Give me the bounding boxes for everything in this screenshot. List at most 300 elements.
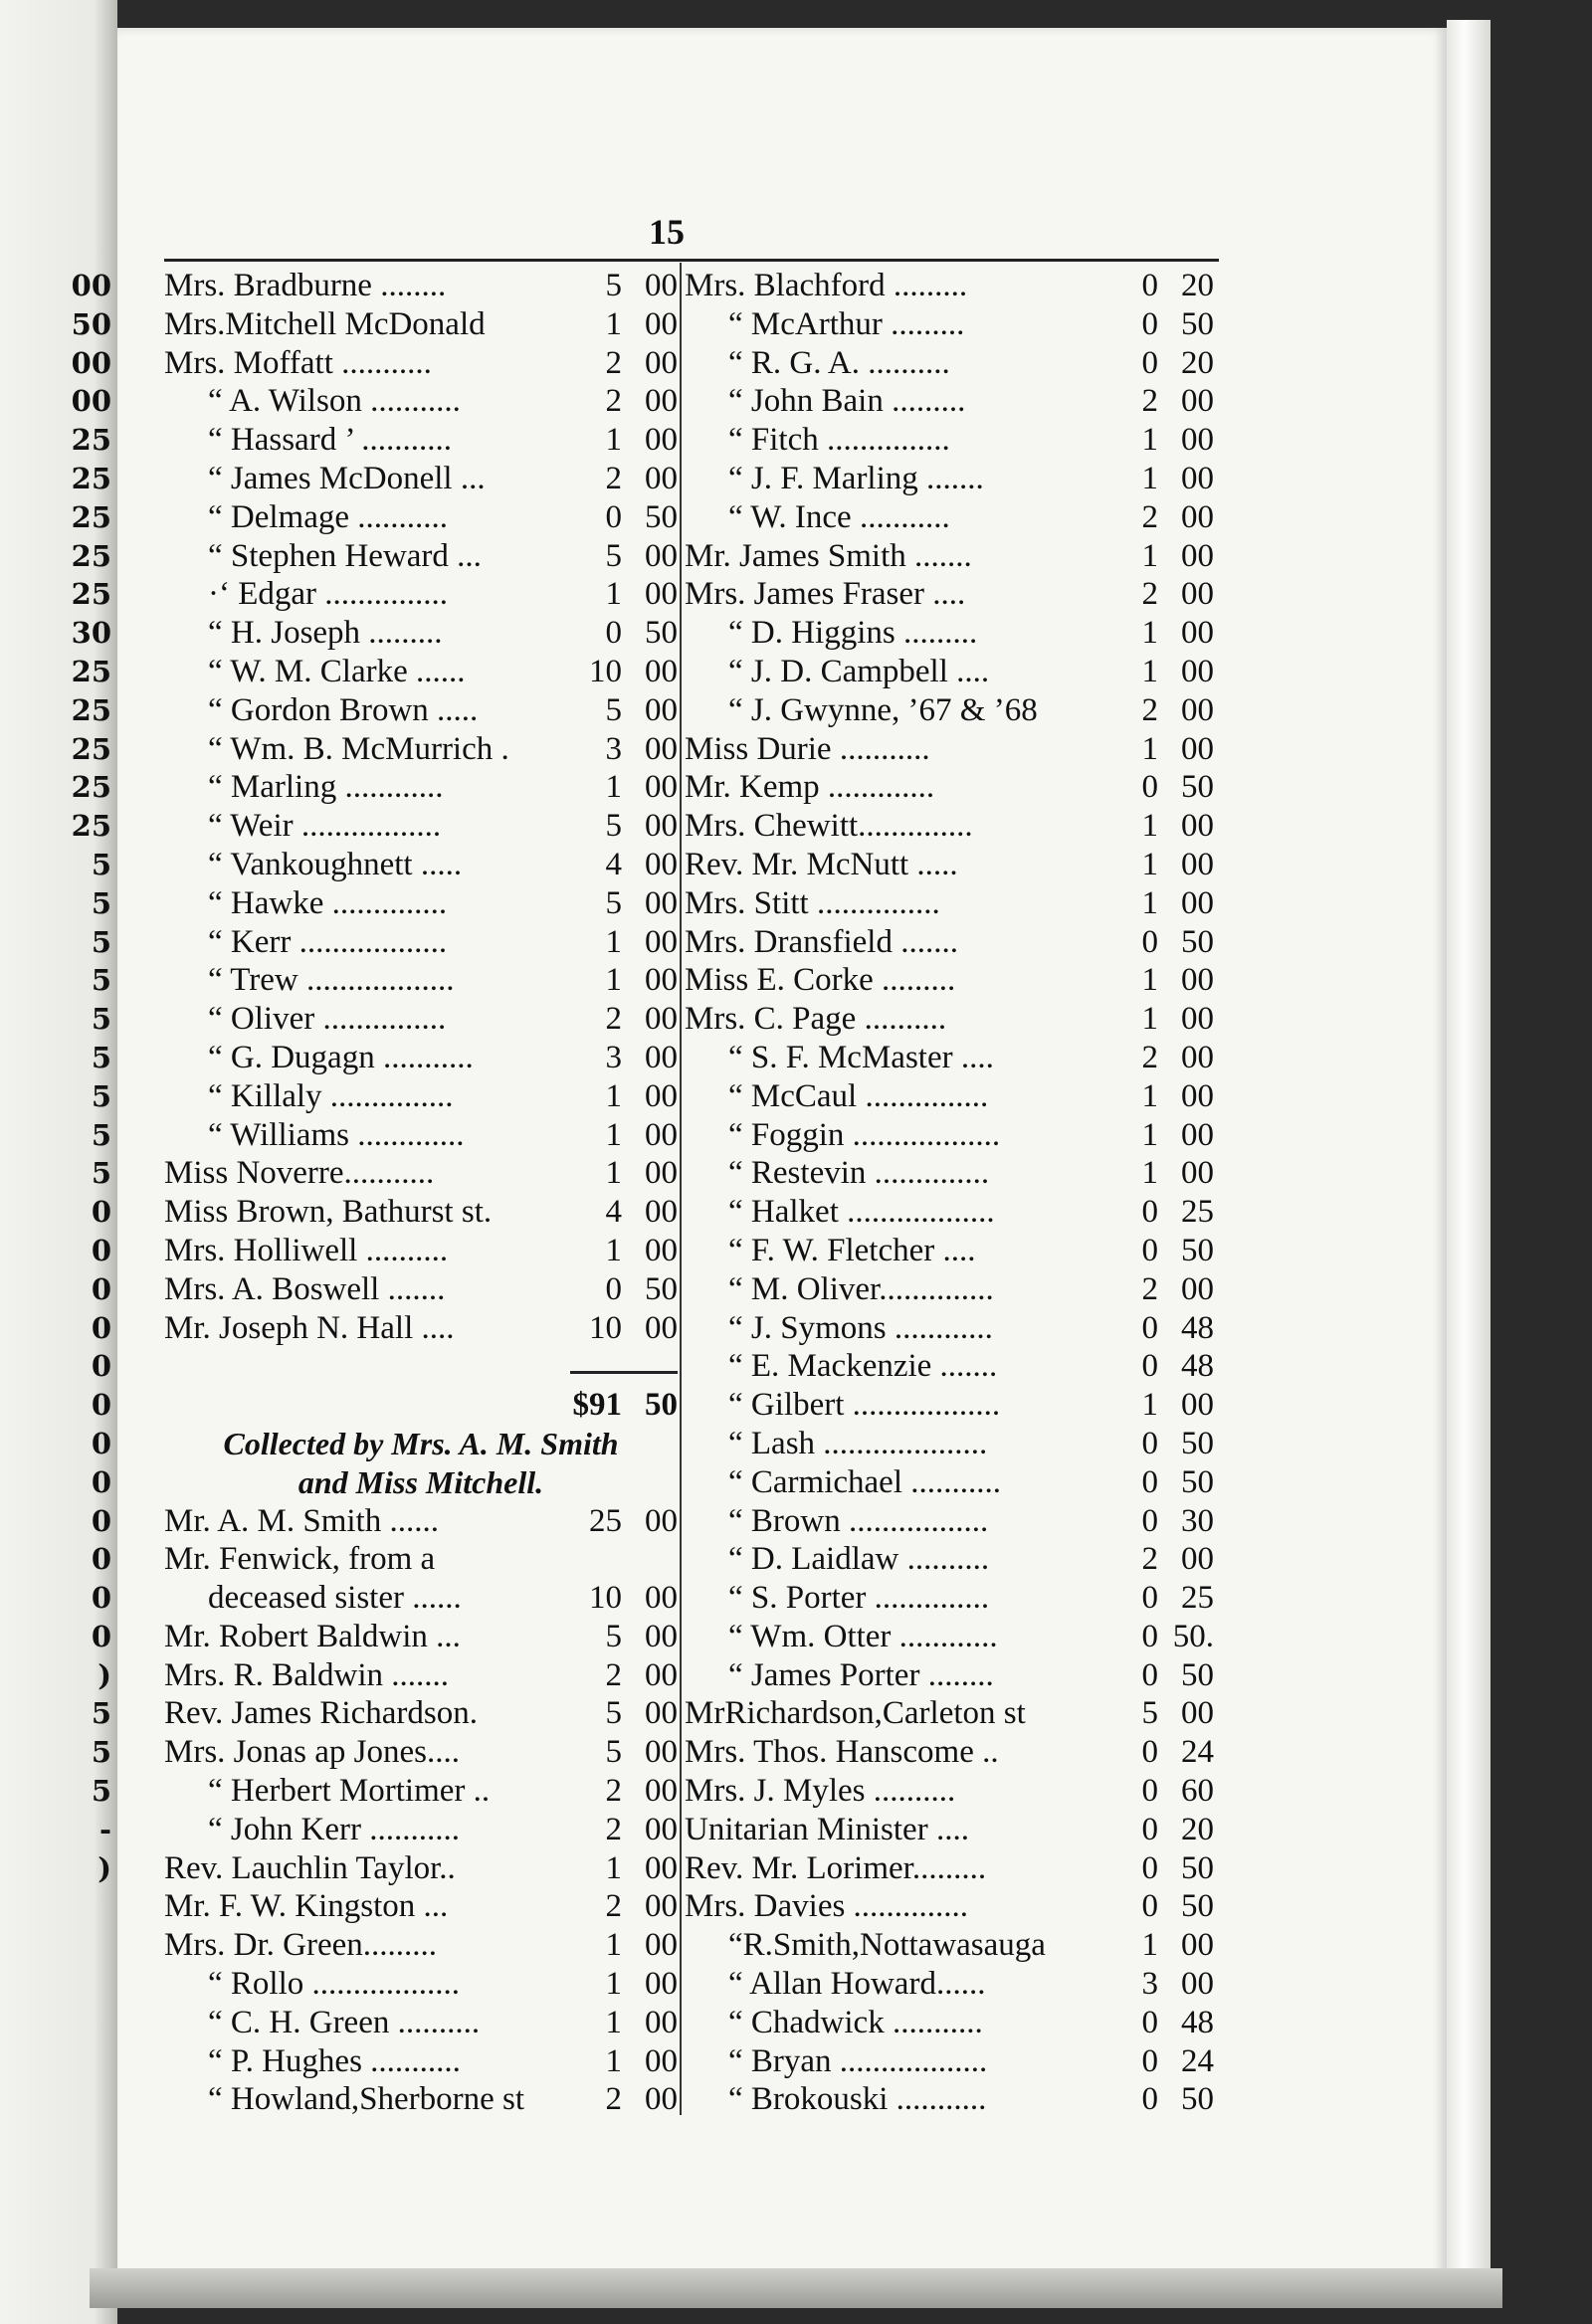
amount-cents: 00 [1181, 1695, 1214, 1732]
amount-cents: 00 [645, 268, 678, 303]
ledger-row [164, 2042, 678, 2081]
donor-name: “ Brown ................. [728, 1502, 989, 1539]
donor-name: “ McCaul ............... [728, 1077, 989, 1114]
ledger-row [685, 923, 1214, 962]
donor-name: “ Oliver ............... [208, 1001, 447, 1038]
header-rule [164, 259, 1219, 262]
ledger-row [685, 460, 1214, 498]
ledger-row [164, 1077, 678, 1116]
ledger-row [685, 575, 1214, 614]
previous-page-amount: 0 [91, 1195, 111, 1230]
amount-cents: 00 [645, 653, 678, 689]
ledger-row [164, 1000, 678, 1039]
previous-page-amount: 0 [91, 1426, 111, 1460]
amount-dollars: 1 [1141, 1155, 1158, 1192]
amount-dollars: 2 [605, 1773, 622, 1810]
ledger-row [685, 1039, 1214, 1077]
donor-name: Mrs. Moffatt ........... [164, 344, 432, 381]
donor-name: “ Bryan .................. [728, 2042, 988, 2079]
previous-page-amount: 0 [91, 1233, 111, 1267]
ledger-row [685, 2042, 1214, 2081]
amount-dollars: 1 [605, 1849, 622, 1886]
donor-name: “ F. W. Fletcher .... [728, 1232, 976, 1268]
ledger-row [164, 1193, 678, 1232]
ledger-row [164, 653, 678, 691]
donor-name: “ M. Oliver.............. [728, 1270, 994, 1307]
amount-cents: 00 [645, 537, 678, 574]
amount-dollars: 0 [1141, 1811, 1158, 1847]
amount-dollars: 0 [1141, 1502, 1158, 1539]
donor-name: “ W. Ince ........... [728, 498, 950, 535]
amount-cents: 00 [645, 808, 678, 845]
ledger-row [164, 1733, 678, 1772]
amount-cents: 00 [645, 2004, 678, 2040]
ledger-row [685, 1000, 1214, 1039]
ledger-row [164, 1540, 678, 1579]
book-right-edge [1447, 20, 1491, 2298]
ledger-row [164, 1039, 678, 1077]
ledger-row [164, 1926, 678, 1965]
amount-dollars: 3 [1141, 1966, 1158, 2003]
amount-cents: 00 [1181, 1116, 1214, 1153]
previous-page-amount: 5 [91, 1735, 111, 1770]
ledger-row [685, 1656, 1214, 1695]
previous-page-amount: 50 [71, 306, 111, 341]
previous-page-amount: 25 [71, 770, 111, 805]
donor-name: “ Stephen Heward ... [208, 537, 482, 574]
ledger-row [164, 614, 678, 653]
amount-cents: 00 [645, 1580, 678, 1617]
donor-name: “ Gilbert .................. [728, 1387, 1001, 1424]
amount-dollars: 0 [1141, 1425, 1158, 1461]
amount-dollars: 0 [1141, 1348, 1158, 1385]
amount-cents: 00 [645, 1849, 678, 1886]
donor-name: Mrs. Stitt ............... [685, 884, 940, 921]
donor-name: “ G. Dugagn ........... [208, 1039, 474, 1075]
amount-cents: 00 [645, 691, 678, 728]
amount-cents: 48 [1181, 1309, 1214, 1346]
amount-dollars: 10 [589, 1309, 622, 1346]
ledger-row [164, 807, 678, 846]
amount-dollars: 3 [605, 1039, 622, 1075]
previous-page-amount [64, 1926, 111, 1965]
donor-name: “ J. D. Campbell .... [728, 653, 990, 689]
ledger-row [164, 1116, 678, 1155]
donor-name: “ S. Porter .............. [728, 1580, 990, 1617]
amount-cents: 00 [645, 962, 678, 999]
ledger-row [164, 730, 678, 769]
previous-page-amount: 5 [91, 924, 111, 959]
amount-dollars: 0 [1141, 1734, 1158, 1771]
amount-cents: 20 [1181, 1811, 1214, 1847]
amount-dollars: 0 [1141, 305, 1158, 342]
amount-cents: 00 [645, 1077, 678, 1114]
donor-name: “ Herbert Mortimer .. [208, 1773, 491, 1810]
donor-name: “ Fitch ............... [728, 422, 950, 459]
amount-cents: 24 [1181, 1734, 1214, 1771]
amount-dollars: 0 [605, 1270, 622, 1307]
book-bottom-edge [90, 2268, 1502, 2308]
amount-cents: 00 [645, 1309, 678, 1346]
donor-name: “ H. Joseph ......... [208, 615, 443, 652]
amount-cents: 00 [645, 1001, 678, 1038]
amount-cents: 20 [1181, 344, 1214, 381]
previous-page-edge [0, 0, 117, 2324]
amount-dollars: 2 [1141, 1270, 1158, 1307]
amount-dollars: 2 [1141, 383, 1158, 420]
ledger-row [164, 460, 678, 498]
amount-dollars: 1 [1141, 653, 1158, 689]
donor-name: Mrs. Holliwell .......... [164, 1232, 449, 1268]
ledger-row [685, 691, 1214, 730]
amount-dollars: 0 [1141, 923, 1158, 960]
amount-dollars: 5 [605, 691, 622, 728]
amount-dollars: 0 [1141, 2004, 1158, 2040]
amount-cents: 50. [1172, 1618, 1214, 1654]
donor-name: and Miss Mitchell. [298, 1463, 544, 1500]
amount-cents: 50 [1181, 1656, 1214, 1693]
amount-dollars: 2 [1141, 1541, 1158, 1578]
amount-cents: 50 [1181, 1888, 1214, 1925]
ledger-row [685, 884, 1214, 923]
ledger-row [685, 1386, 1214, 1425]
amount-dollars: 0 [1141, 1309, 1158, 1346]
amount-dollars: 1 [605, 769, 622, 806]
previous-page-amount: 0 [91, 1464, 111, 1499]
ledger-row [164, 884, 678, 923]
ledger-row [685, 1232, 1214, 1270]
previous-page-amount [64, 1965, 111, 2004]
previous-page-amount: 25 [71, 538, 111, 573]
amount-dollars: 1 [605, 962, 622, 999]
amount-cents: 00 [1181, 537, 1214, 574]
donor-name: “ J. Gwynne, ’67 & ’68 [728, 691, 1038, 728]
ledger-row [164, 1579, 678, 1618]
previous-page-amount: - [99, 1812, 111, 1846]
amount-cents: 00 [1181, 1966, 1214, 2003]
ledger-row [685, 614, 1214, 653]
previous-page-amount: 25 [71, 577, 111, 612]
amount-dollars: 2 [1141, 1039, 1158, 1075]
amount-dollars: 1 [1141, 884, 1158, 921]
amount-cents: 50 [1181, 1425, 1214, 1461]
amount-cents: 50 [645, 498, 678, 535]
total-rule [570, 1371, 678, 1374]
donor-name: “ Carmichael ........... [728, 1463, 1001, 1500]
donor-name: “ D. Higgins ......... [728, 615, 978, 652]
donor-name: Unitarian Minister .... [685, 1811, 969, 1847]
amount-dollars: 1 [605, 305, 622, 342]
previous-page-amount: 5 [91, 1696, 111, 1731]
amount-dollars: 0 [1141, 1232, 1158, 1268]
donor-name: “ Gordon Brown ..... [208, 691, 479, 728]
amount-dollars: 1 [1141, 1116, 1158, 1153]
previous-page-amount: 5 [91, 1002, 111, 1037]
donor-name: “ Chadwick ........... [728, 2004, 983, 2040]
donor-name: Mrs. Dransfield ....... [685, 923, 958, 960]
amount-dollars: 0 [1141, 1656, 1158, 1693]
previous-page-amounts [64, 267, 111, 2119]
ledger-row [164, 2004, 678, 2042]
donor-name: deceased sister ...... [208, 1580, 462, 1617]
amount-cents: 00 [1181, 653, 1214, 689]
amount-dollars: 5 [605, 1695, 622, 1732]
amount-dollars: 0 [1141, 1618, 1158, 1654]
amount-cents: 25 [1181, 1194, 1214, 1231]
ledger-row [164, 267, 678, 305]
donor-name: “ Hawke .............. [208, 884, 448, 921]
previous-page-amount: 0 [91, 1542, 111, 1577]
donor-name: “ Restevin .............. [728, 1155, 990, 1192]
previous-page-amount: 0 [91, 1349, 111, 1384]
amount-dollars: 1 [1141, 615, 1158, 652]
amount-cents: 00 [645, 1811, 678, 1847]
amount-cents: 00 [645, 1888, 678, 1925]
amount-dollars: 3 [605, 730, 622, 767]
donor-name: “ J. Symons ............ [728, 1309, 993, 1346]
amount-dollars: 5 [1141, 1695, 1158, 1732]
amount-cents: 20 [1181, 268, 1214, 303]
amount-cents: 00 [645, 422, 678, 459]
donor-name: “ James Porter ........ [728, 1656, 994, 1693]
amount-cents: 00 [1181, 422, 1214, 459]
donor-name: “ E. Mackenzie ....... [728, 1348, 998, 1385]
ledger-row [164, 1849, 678, 1888]
amount-dollars: 2 [605, 1811, 622, 1847]
ledger-row [685, 1926, 1214, 1965]
ledger-row [685, 344, 1214, 383]
donor-name: Mr. F. W. Kingston ... [164, 1888, 449, 1925]
previous-page-amount: 0 [91, 1503, 111, 1538]
amount-dollars: 0 [1141, 1773, 1158, 1810]
amount-cents: 00 [1181, 691, 1214, 728]
donor-name: “ Killaly ............... [208, 1077, 454, 1114]
ledger-row [685, 305, 1214, 344]
amount-dollars: 4 [605, 846, 622, 882]
donor-name: Miss Noverre........... [164, 1155, 435, 1192]
amount-dollars: 2 [605, 1656, 622, 1693]
amount-cents: 50 [1181, 2081, 1214, 2118]
previous-page-amount: 0 [91, 1388, 111, 1423]
amount-cents: 00 [645, 1194, 678, 1231]
donor-name: ·‘ Edgar ............... [208, 576, 449, 613]
ledger-row [685, 807, 1214, 846]
amount-cents: 50 [1181, 1463, 1214, 1500]
ledger-row [164, 1270, 678, 1309]
amount-cents: 30 [1181, 1502, 1214, 1539]
previous-page-amount [64, 2080, 111, 2119]
amount-cents: 00 [645, 1734, 678, 1771]
previous-page-amount: 30 [71, 616, 111, 651]
ledger-row [164, 1618, 678, 1656]
donor-name: “ McArthur ......... [728, 305, 965, 342]
ledger-row [164, 344, 678, 383]
donor-name: Mrs. Chewitt.............. [685, 808, 973, 845]
ledger-row [685, 1425, 1214, 1463]
donor-name: Mrs. James Fraser .... [685, 576, 966, 613]
amount-cents: 00 [1181, 383, 1214, 420]
ledger-row [164, 498, 678, 537]
ledger-row [685, 1540, 1214, 1579]
amount-dollars: 2 [605, 344, 622, 381]
ledger-row [685, 1772, 1214, 1811]
ledger-row [685, 1463, 1214, 1502]
amount-cents: 00 [645, 460, 678, 496]
donor-name: Mr. James Smith ....... [685, 537, 972, 574]
amount-cents: 50 [645, 1270, 678, 1307]
ledger-row [685, 1849, 1214, 1888]
amount-cents: 00 [645, 1155, 678, 1192]
ledger-row [164, 1656, 678, 1695]
amount-dollars: 0 [1141, 2042, 1158, 2079]
previous-page-amount: 5 [91, 885, 111, 920]
ledger-row [685, 2080, 1214, 2119]
amount-dollars: 1 [605, 1927, 622, 1964]
amount-dollars: 0 [1141, 1580, 1158, 1617]
amount-cents: 00 [645, 1656, 678, 1693]
donor-name: “ Hassard ’ ........... [208, 422, 452, 459]
ledger-row [685, 1116, 1214, 1155]
donor-name: Collected by Mrs. A. M. Smith [223, 1425, 619, 1461]
donor-name: “ P. Hughes ........... [208, 2042, 461, 2079]
amount-cents: 00 [645, 576, 678, 613]
previous-page-amount: 00 [71, 345, 111, 380]
donor-name: “ Halket .................. [728, 1194, 995, 1231]
previous-page-amount: 5 [91, 1040, 111, 1074]
amount-dollars: 10 [589, 653, 622, 689]
amount-dollars: 0 [1141, 1888, 1158, 1925]
previous-page-amount: 25 [71, 654, 111, 688]
section-heading [164, 1463, 678, 1502]
amount-cents: 00 [1181, 1541, 1214, 1578]
amount-dollars: 0 [605, 498, 622, 535]
ledger-row [164, 768, 678, 807]
amount-cents: 00 [645, 1039, 678, 1075]
ledger-row [164, 1502, 678, 1541]
donor-name: Mrs. A. Boswell ....... [164, 1270, 446, 1307]
previous-page-amount: 25 [71, 423, 111, 458]
donor-name: Mr. A. M. Smith ...... [164, 1502, 439, 1539]
ledger-row [685, 961, 1214, 1000]
ledger-row [685, 1154, 1214, 1193]
amount-cents: 00 [1181, 1270, 1214, 1307]
column-divider [680, 263, 682, 2115]
previous-page-amount: 5 [91, 1117, 111, 1152]
amount-cents: 00 [645, 730, 678, 767]
donor-name: Miss E. Corke ......... [685, 962, 956, 999]
amount-cents: 00 [645, 344, 678, 381]
amount-cents: 00 [1181, 1155, 1214, 1192]
page-number: 15 [649, 212, 685, 252]
donor-name: “ Allan Howard...... [728, 1966, 986, 2003]
amount-cents: 48 [1181, 2004, 1214, 2040]
ledger-row [685, 1733, 1214, 1772]
amount-cents: 00 [1181, 1039, 1214, 1075]
donor-name: “ Kerr .................. [208, 923, 448, 960]
ledger-row [164, 1309, 678, 1348]
ledger-row [164, 846, 678, 884]
amount-cents: 00 [1181, 615, 1214, 652]
ledger-row [685, 537, 1214, 576]
amount-dollars: 0 [1141, 2081, 1158, 2118]
donor-name: “ Rollo .................. [208, 1966, 460, 2003]
donor-name: Mrs. Dr. Green......... [164, 1927, 438, 1964]
ledger-row [685, 421, 1214, 460]
amount-dollars: 1 [1141, 1001, 1158, 1038]
donor-name: “ S. F. McMaster .... [728, 1039, 994, 1075]
ledger-row [685, 1309, 1214, 1348]
amount-cents: 00 [1181, 884, 1214, 921]
donor-name: “ James McDonell ... [208, 460, 486, 496]
amount-dollars: 1 [605, 1155, 622, 1192]
donor-name: “ Foggin .................. [728, 1116, 1001, 1153]
donor-name: “ John Kerr ........... [208, 1811, 460, 1847]
donor-name: “ Howland,Sherborne st [208, 2081, 525, 2118]
previous-page-amount: 0 [91, 1271, 111, 1306]
amount-dollars: 0 [1141, 1849, 1158, 1886]
amount-dollars: 1 [1141, 962, 1158, 999]
ledger-row [164, 305, 678, 344]
donor-name: Mrs. J. Myles .......... [685, 1773, 956, 1810]
donor-name: “ D. Laidlaw .......... [728, 1541, 990, 1578]
amount-dollars: 25 [589, 1502, 622, 1539]
donor-name: Mrs. C. Page .......... [685, 1001, 947, 1038]
amount-dollars: 1 [1141, 1927, 1158, 1964]
ledger-row [685, 2004, 1214, 2042]
amount-dollars: 2 [1141, 498, 1158, 535]
amount-dollars: 2 [605, 460, 622, 496]
amount-dollars: 1 [605, 1232, 622, 1268]
amount-dollars: 0 [1141, 344, 1158, 381]
ledger-row [164, 421, 678, 460]
amount-dollars: 2 [605, 1001, 622, 1038]
previous-page-amount: 00 [71, 384, 111, 419]
amount-cents: 00 [1181, 576, 1214, 613]
amount-dollars: 1 [1141, 1077, 1158, 1114]
ledger-row [685, 1270, 1214, 1309]
previous-page-amount [64, 1887, 111, 1926]
donor-name: “ C. H. Green .......... [208, 2004, 481, 2040]
ledger-row [685, 498, 1214, 537]
donor-name: “ Lash .................... [728, 1425, 988, 1461]
amount-dollars: 1 [1141, 537, 1158, 574]
previous-page-amount: 0 [91, 1581, 111, 1616]
amount-cents: 24 [1181, 2042, 1214, 2079]
previous-page-amount: ) [98, 1657, 111, 1692]
amount-cents: 00 [645, 1927, 678, 1964]
donor-name: Mr. Robert Baldwin ... [164, 1618, 461, 1654]
previous-page-amount: 00 [71, 269, 111, 302]
donor-name: “ Weir ................. [208, 808, 442, 845]
amount-cents: 00 [1181, 846, 1214, 882]
amount-dollars: 1 [1141, 1387, 1158, 1424]
amount-cents: 50 [1181, 305, 1214, 342]
amount-dollars: 1 [1141, 422, 1158, 459]
donor-name: “ Vankoughnett ..... [208, 846, 463, 882]
donor-name: Miss Brown, Bathurst st. [164, 1194, 493, 1231]
amount-cents: 00 [645, 1502, 678, 1539]
right-column [685, 267, 1214, 2119]
amount-cents: 00 [645, 383, 678, 420]
amount-dollars: 5 [605, 808, 622, 845]
ledger-row [164, 1772, 678, 1811]
amount-dollars: 2 [1141, 691, 1158, 728]
previous-page-amount: 5 [91, 1774, 111, 1809]
donor-name: “ John Bain ......... [728, 383, 966, 420]
amount-cents: 00 [1181, 730, 1214, 767]
amount-cents: 00 [1181, 498, 1214, 535]
amount-cents: 00 [645, 846, 678, 882]
